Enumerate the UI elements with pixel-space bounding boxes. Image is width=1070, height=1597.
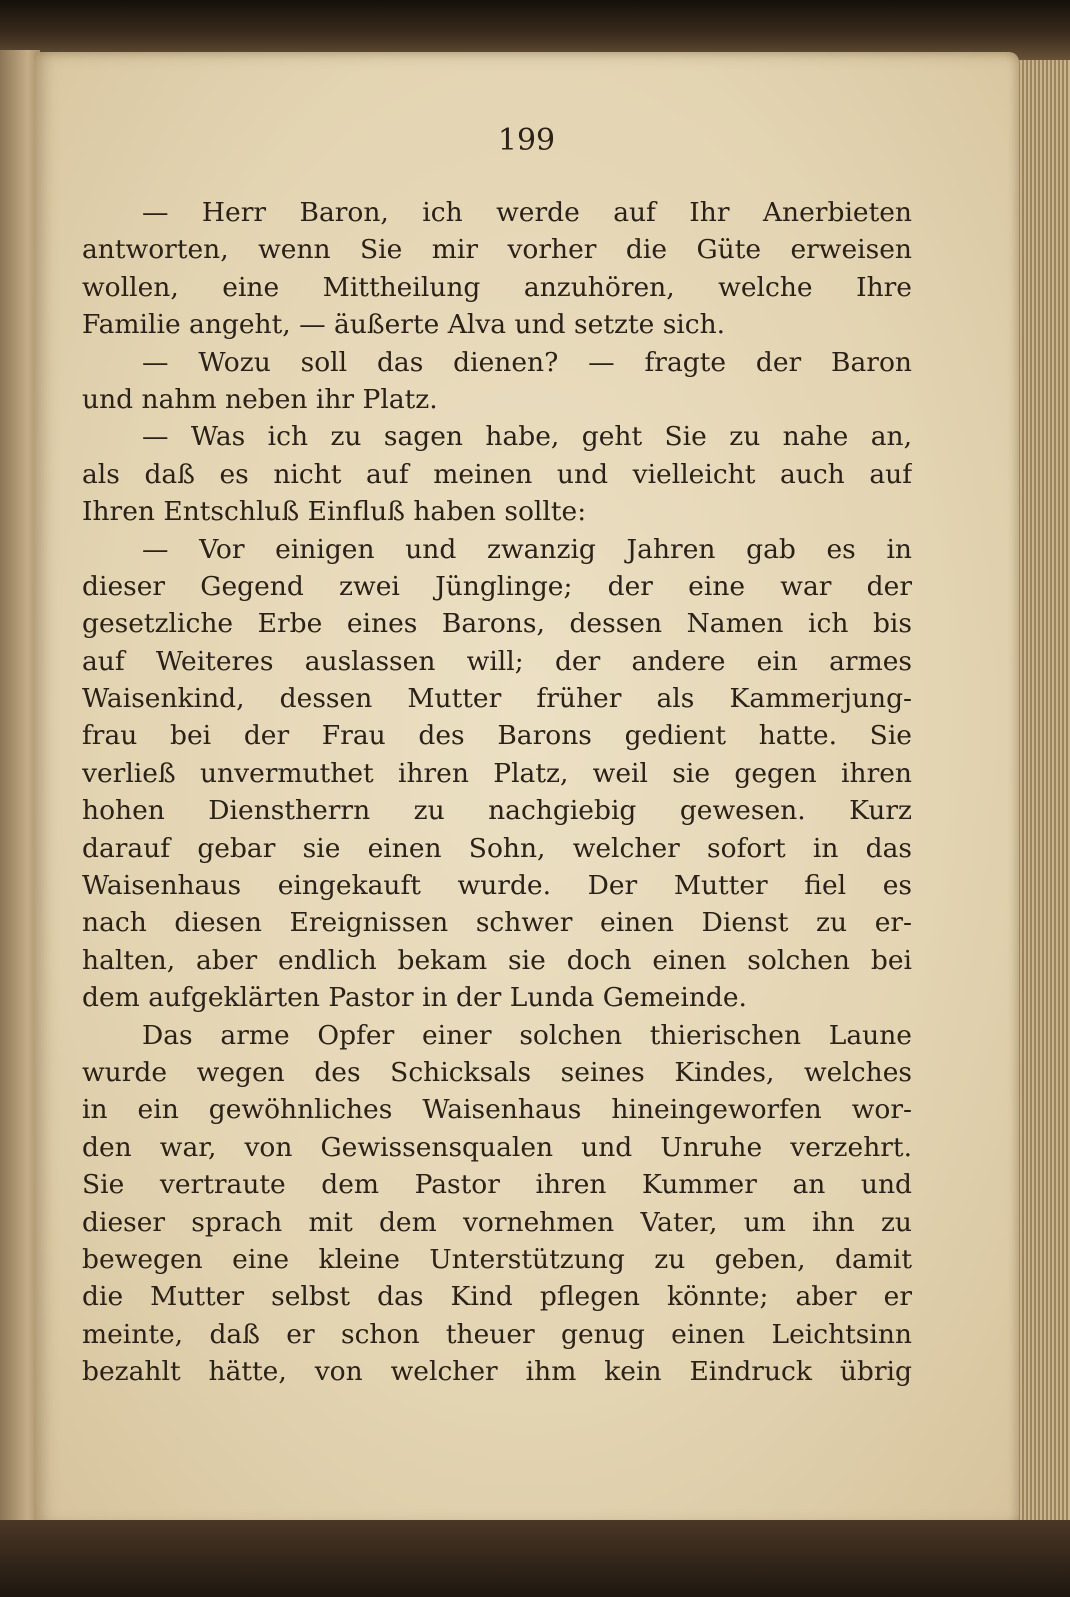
text-line: dem aufgeklärten Pastor in der Lunda Gemeinde. bbox=[82, 982, 747, 1014]
text-line: darauf gebar sie einen Sohn, welcher sofort in das bbox=[82, 832, 912, 864]
book-page bbox=[34, 52, 1019, 1527]
text-line: frau bei der Frau des Barons gedient hatte. Sie bbox=[82, 720, 912, 752]
text-line: hohen Dienstherrn zu nachgiebig gewesen. Kurz bbox=[82, 795, 912, 827]
text-line: und nahm neben ihr Platz. bbox=[82, 383, 438, 415]
text-line: Waisenkind, dessen Mutter früher als Kammerjung- bbox=[82, 683, 912, 715]
text-line: Ihren Entschluß Einfluß haben sollte: bbox=[82, 496, 587, 528]
text-line: antworten, wenn Sie mir vorher die Güte erweisen bbox=[82, 234, 912, 266]
text-line: Sie vertraute dem Pastor ihren Kummer an und bbox=[82, 1169, 912, 1201]
text-line: wurde wegen des Schicksals seines Kindes, welches bbox=[82, 1056, 912, 1088]
text-line: — Wozu soll das dienen? — fragte der Baron bbox=[142, 346, 912, 378]
text-line: — Herr Baron, ich werde auf Ihr Anerbieten bbox=[142, 197, 912, 228]
text-line: meinte, daß er schon theuer genug einen Leichtsinn bbox=[82, 1318, 912, 1350]
text-line: bezahlt hätte, von welcher ihm kein Eindruck übrig bbox=[82, 1356, 912, 1388]
text-line: — Vor einigen und zwanzig Jahren gab es in bbox=[142, 533, 912, 565]
text-line: den war, von Gewissensqualen und Unruhe verzehrt. bbox=[82, 1131, 912, 1163]
text-line: bewegen eine kleine Unterstützung zu geben, damit bbox=[82, 1243, 912, 1275]
text-line: halten, aber endlich bekam sie doch einen solchen bei bbox=[82, 944, 912, 976]
text-line: verließ unvermuthet ihren Platz, weil sie gegen ihren bbox=[82, 757, 912, 789]
text-line: Das arme Opfer einer solchen thierischen Laune bbox=[142, 1019, 912, 1051]
text-line: — Was ich zu sagen habe, geht Sie zu nahe an, bbox=[142, 421, 912, 453]
text-line: auf Weiteres auslassen will; der andere ein armes bbox=[82, 645, 912, 677]
text-line: die Mutter selbst das Kind pflegen könnte; aber er bbox=[82, 1281, 912, 1313]
text-line: Waisenhaus eingekauft wurde. Der Mutter fiel es bbox=[82, 870, 912, 902]
text-line: dieser sprach mit dem vornehmen Vater, um ihn zu bbox=[82, 1206, 912, 1238]
body-text bbox=[82, 194, 912, 1391]
text-line: dieser Gegend zwei Jünglinge; der eine war der bbox=[82, 570, 912, 602]
text-line: wollen, eine Mittheilung anzuhören, welche Ihre bbox=[82, 271, 912, 303]
text-line: in ein gewöhnliches Waisenhaus hineingeworfen wor- bbox=[82, 1094, 912, 1126]
page-number: 199 bbox=[497, 123, 556, 158]
text-line: gesetzliche Erbe eines Barons, dessen Namen ich bis bbox=[82, 608, 912, 640]
text-line: Familie angeht, — äußerte Alva und setzte sich. bbox=[82, 309, 726, 341]
text-line: als daß es nicht auf meinen und vielleicht auch auf bbox=[82, 458, 912, 490]
text-line: nach diesen Ereignissen schwer einen Dienst zu er- bbox=[82, 907, 912, 939]
book-cover-bottom bbox=[0, 1520, 1070, 1597]
